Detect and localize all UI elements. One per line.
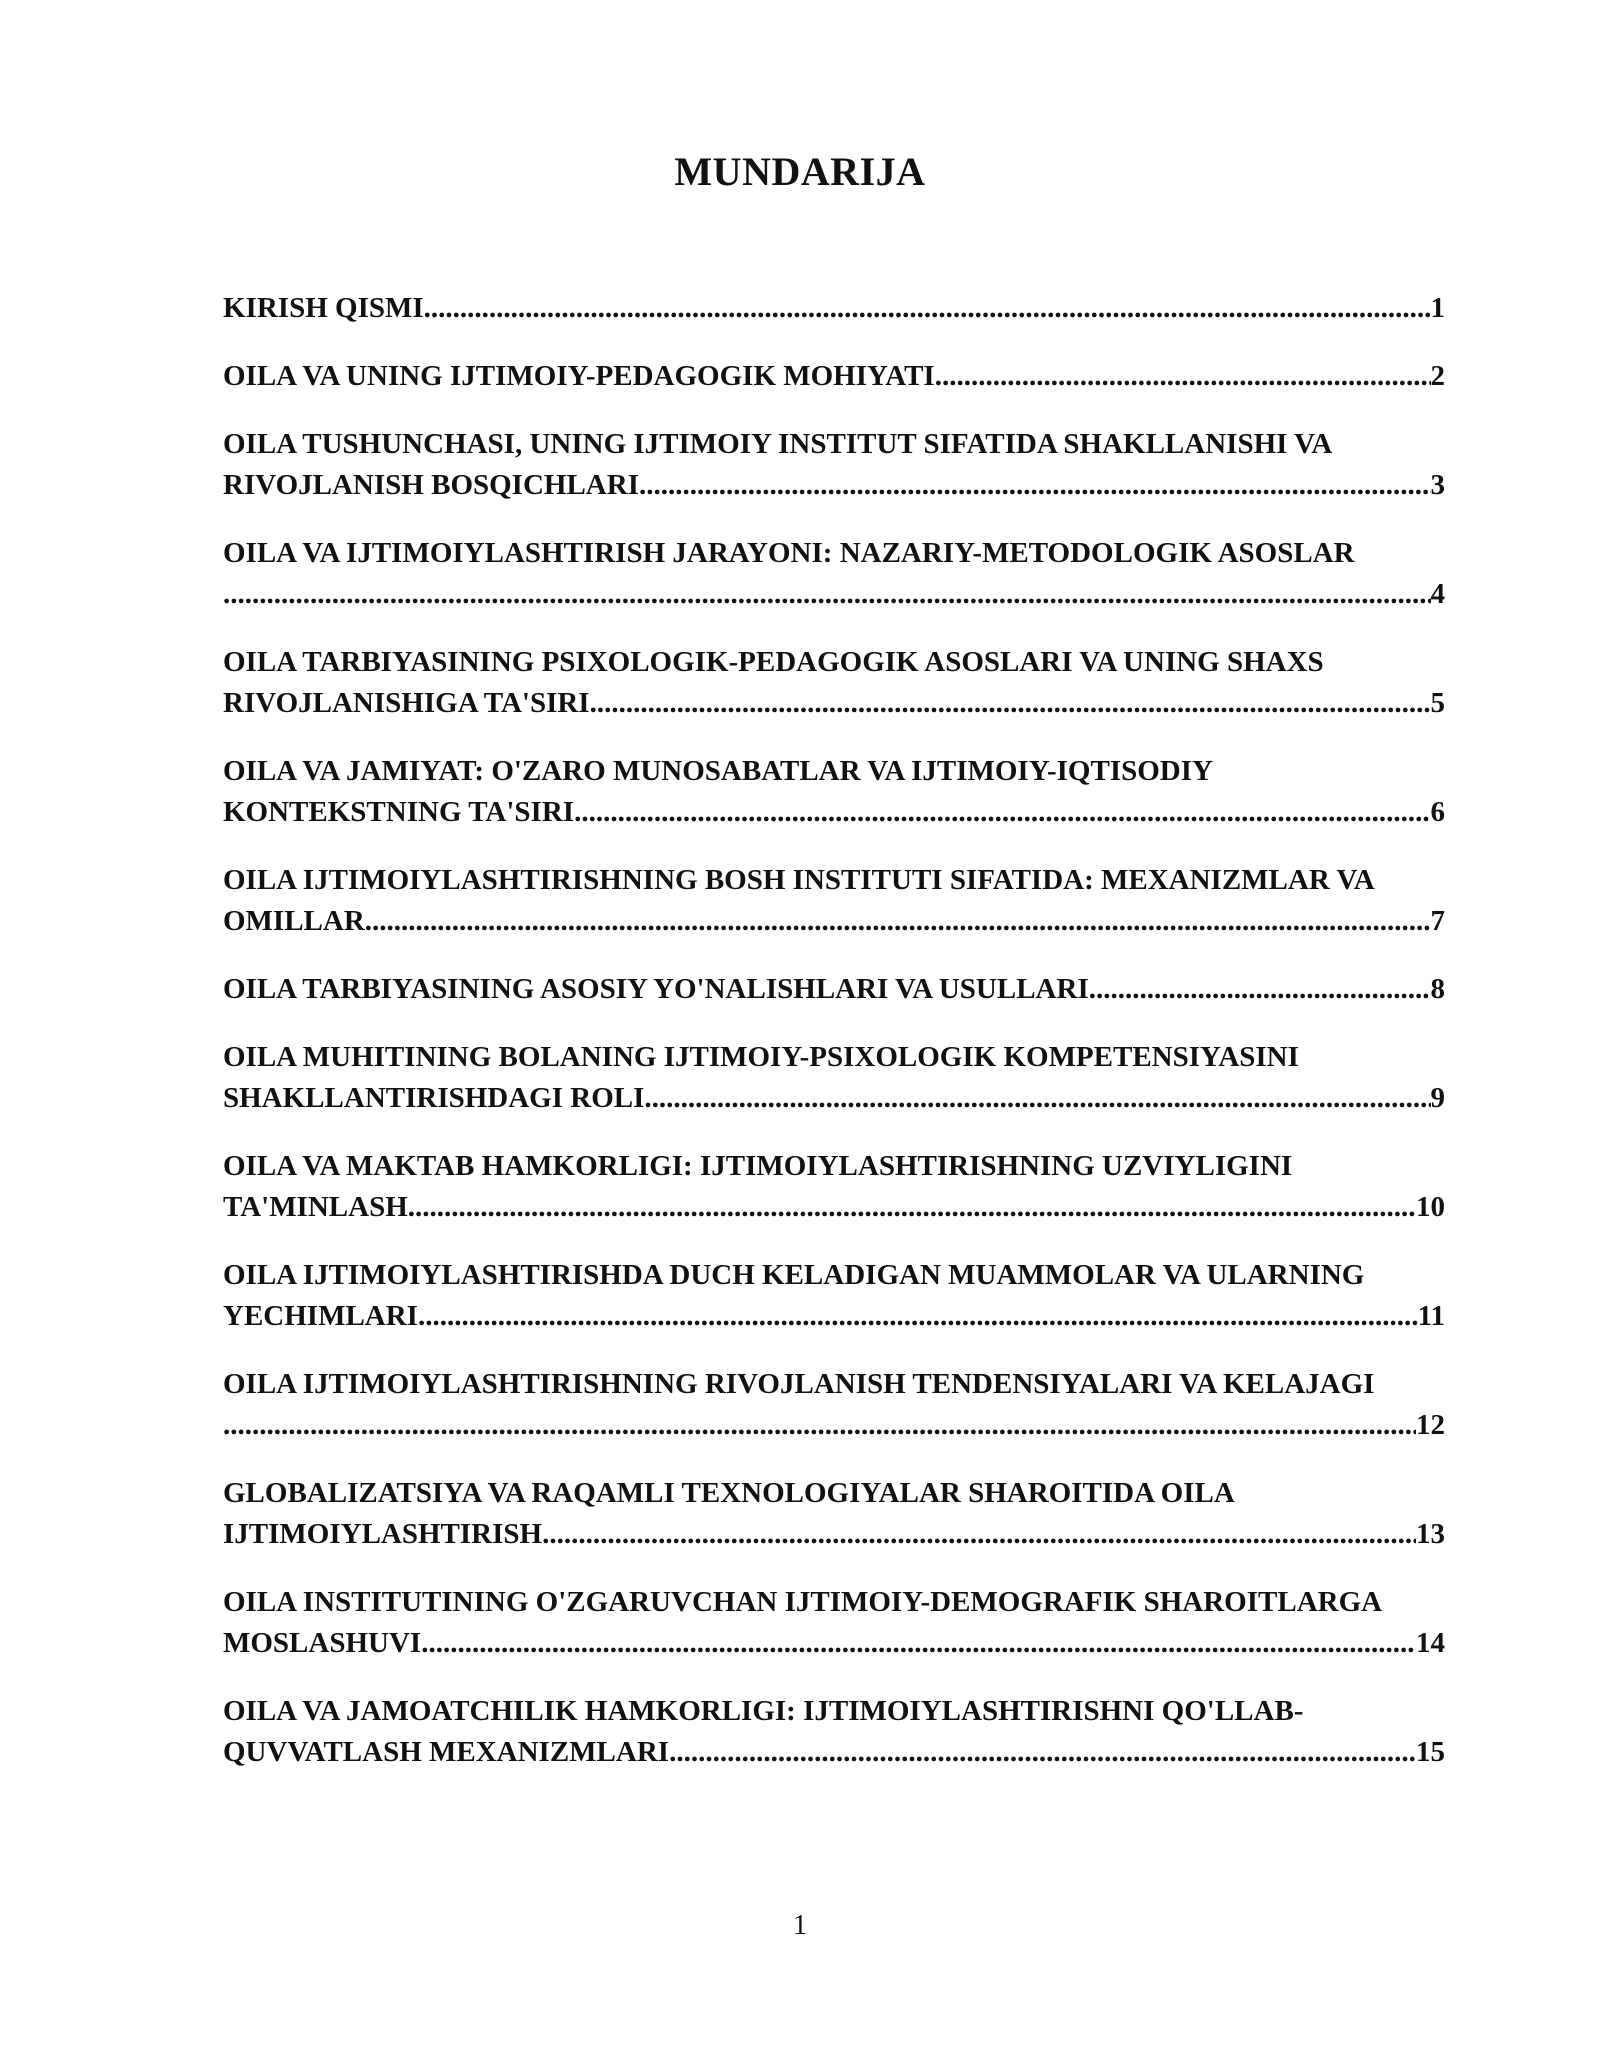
toc-entry-title: KIRISH QISMI xyxy=(223,292,424,324)
dot-leader xyxy=(421,1623,1416,1664)
dot-leader xyxy=(223,574,1431,615)
dot-leader xyxy=(424,288,1431,329)
toc-entry[interactable] xyxy=(223,1582,1445,1664)
toc-entry-leader-line xyxy=(223,1405,1445,1446)
toc-entry-title-line: GLOBALIZATSIYA VA RAQAMLI TEXNOLOGIYALAR SHAROITIDA OILA xyxy=(223,1477,1235,1509)
toc-page-number: 11 xyxy=(1417,1300,1445,1332)
toc-entry-title-line: OILA TUSHUNCHASI, UNING IJTIMOIY INSTITUT SIFATIDA SHAKLLANISHI VA xyxy=(223,428,1333,460)
dot-leader xyxy=(574,792,1430,833)
toc-entry-title: YECHIMLARI xyxy=(223,1300,418,1332)
toc-page-number: 14 xyxy=(1416,1627,1445,1659)
toc-page-number: 6 xyxy=(1430,796,1445,828)
toc-entry-leader-line xyxy=(223,792,1445,833)
dot-leader xyxy=(542,1514,1416,1555)
toc-entry[interactable] xyxy=(223,751,1445,833)
dot-leader xyxy=(639,465,1431,506)
toc-entry-title-line: OILA TARBIYASINING PSIXOLOGIK-PEDAGOGIK ASOSLARI VA UNING SHAXS xyxy=(223,646,1324,678)
toc-entry-title-line: OILA VA JAMIYAT: O'ZARO MUNOSABATLAR VA IJTIMOIY-IQTISODIY xyxy=(223,755,1213,787)
toc-page-number: 2 xyxy=(1430,360,1445,392)
toc-entry[interactable] xyxy=(223,356,1445,397)
toc-entry-title: OILA TARBIYASINING ASOSIY YO'NALISHLARI VA USULLARI xyxy=(223,973,1089,1005)
toc-entry-leader-line xyxy=(223,1296,1445,1337)
toc-page-number: 12 xyxy=(1416,1409,1445,1441)
toc-entry-leader-line xyxy=(223,356,1445,397)
page-number: 1 xyxy=(793,1910,807,1941)
toc-page-number: 3 xyxy=(1430,469,1445,501)
dot-leader xyxy=(590,683,1431,724)
table-of-contents xyxy=(223,288,1445,1800)
toc-page-number: 8 xyxy=(1430,973,1445,1005)
toc-entry-title: IJTIMOIYLASHTIRISH xyxy=(223,1518,543,1550)
toc-entry-title-line: OILA MUHITINING BOLANING IJTIMOIY-PSIXOLOGIK KOMPETENSIYASINI xyxy=(223,1041,1299,1073)
toc-entry-title: RIVOJLANISHIGA TA'SIRI xyxy=(223,687,590,719)
toc-entry-title: MOSLASHUVI xyxy=(223,1627,422,1659)
toc-entry-leader-line xyxy=(223,465,1445,506)
toc-entry-leader-line xyxy=(223,1514,1445,1555)
toc-entry[interactable] xyxy=(223,642,1445,724)
toc-page-number: 10 xyxy=(1416,1191,1445,1223)
toc-entry[interactable] xyxy=(223,1473,1445,1555)
toc-entry-title: OMILLAR xyxy=(223,905,365,937)
dot-leader xyxy=(1089,969,1431,1010)
toc-page-number: 13 xyxy=(1416,1518,1445,1550)
toc-entry[interactable] xyxy=(223,969,1445,1010)
toc-entry[interactable] xyxy=(223,1037,1445,1119)
toc-entry-title-line: OILA IJTIMOIYLASHTIRISHNING BOSH INSTITUTI SIFATIDA: MEXANIZMLAR VA xyxy=(223,864,1375,896)
toc-entry-title: OILA VA UNING IJTIMOIY-PEDAGOGIK MOHIYATI xyxy=(223,360,935,392)
toc-entry-leader-line xyxy=(223,683,1445,724)
toc-page-number: 15 xyxy=(1416,1736,1445,1768)
toc-entry-leader-line xyxy=(223,969,1445,1010)
toc-entry-title-line: OILA INSTITUTINING O'ZGARUVCHAN IJTIMOIY-DEMOGRAFIK SHAROITLARGA xyxy=(223,1586,1383,1618)
toc-entry-leader-line xyxy=(223,1732,1445,1773)
toc-page-number: 9 xyxy=(1430,1082,1445,1114)
toc-entry[interactable] xyxy=(223,1146,1445,1228)
dot-leader xyxy=(365,901,1431,942)
dot-leader xyxy=(418,1296,1418,1337)
toc-entry-leader-line xyxy=(223,574,1445,615)
toc-entry-leader-line xyxy=(223,1078,1445,1119)
toc-entry-title: SHAKLLANTIRISHDAGI ROLI xyxy=(223,1082,645,1114)
toc-entry-title-line: OILA VA IJTIMOIYLASHTIRISH JARAYONI: NAZARIY-METODOLOGIK ASOSLAR xyxy=(223,537,1355,569)
toc-page-number: 4 xyxy=(1430,578,1445,610)
page-title: MUNDARIJA xyxy=(674,149,926,194)
toc-page-number: 1 xyxy=(1430,292,1445,324)
toc-entry[interactable] xyxy=(223,288,1445,329)
toc-entry-title: KONTEKSTNING TA'SIRI xyxy=(223,796,575,828)
toc-page-number: 7 xyxy=(1430,905,1445,937)
dot-leader xyxy=(669,1732,1416,1773)
toc-entry-title: RIVOJLANISH BOSQICHLARI xyxy=(223,469,639,501)
toc-entry-leader-line xyxy=(223,901,1445,942)
toc-entry[interactable] xyxy=(223,860,1445,942)
toc-entry-title-line: OILA IJTIMOIYLASHTIRISHDA DUCH KELADIGAN MUAMMOLAR VA ULARNING xyxy=(223,1259,1365,1291)
toc-entry-leader-line xyxy=(223,1187,1445,1228)
toc-entry[interactable] xyxy=(223,1691,1445,1773)
toc-entry[interactable] xyxy=(223,424,1445,506)
toc-entry-title-line: OILA IJTIMOIYLASHTIRISHNING RIVOJLANISH TENDENSIYALARI VA KELAJAGI xyxy=(223,1368,1375,1400)
toc-entry[interactable] xyxy=(223,1255,1445,1337)
toc-entry-title: TA'MINLASH xyxy=(223,1191,408,1223)
dot-leader xyxy=(935,356,1431,397)
toc-entry-title: QUVVATLASH MEXANIZMLARI xyxy=(223,1736,670,1768)
toc-entry[interactable] xyxy=(223,533,1445,615)
dot-leader xyxy=(644,1078,1430,1119)
toc-entry-title-line: OILA VA MAKTAB HAMKORLIGI: IJTIMOIYLASHTIRISHNING UZVIYLIGINI xyxy=(223,1150,1293,1182)
toc-entry-leader-line xyxy=(223,288,1445,329)
toc-entry[interactable] xyxy=(223,1364,1445,1446)
toc-entry-title-line: OILA VA JAMOATCHILIK HAMKORLIGI: IJTIMOIYLASHTIRISHNI QO'LLAB- xyxy=(223,1695,1304,1727)
toc-page-number: 5 xyxy=(1430,687,1445,719)
dot-leader xyxy=(223,1405,1416,1446)
dot-leader xyxy=(408,1187,1416,1228)
toc-entry-leader-line xyxy=(223,1623,1445,1664)
